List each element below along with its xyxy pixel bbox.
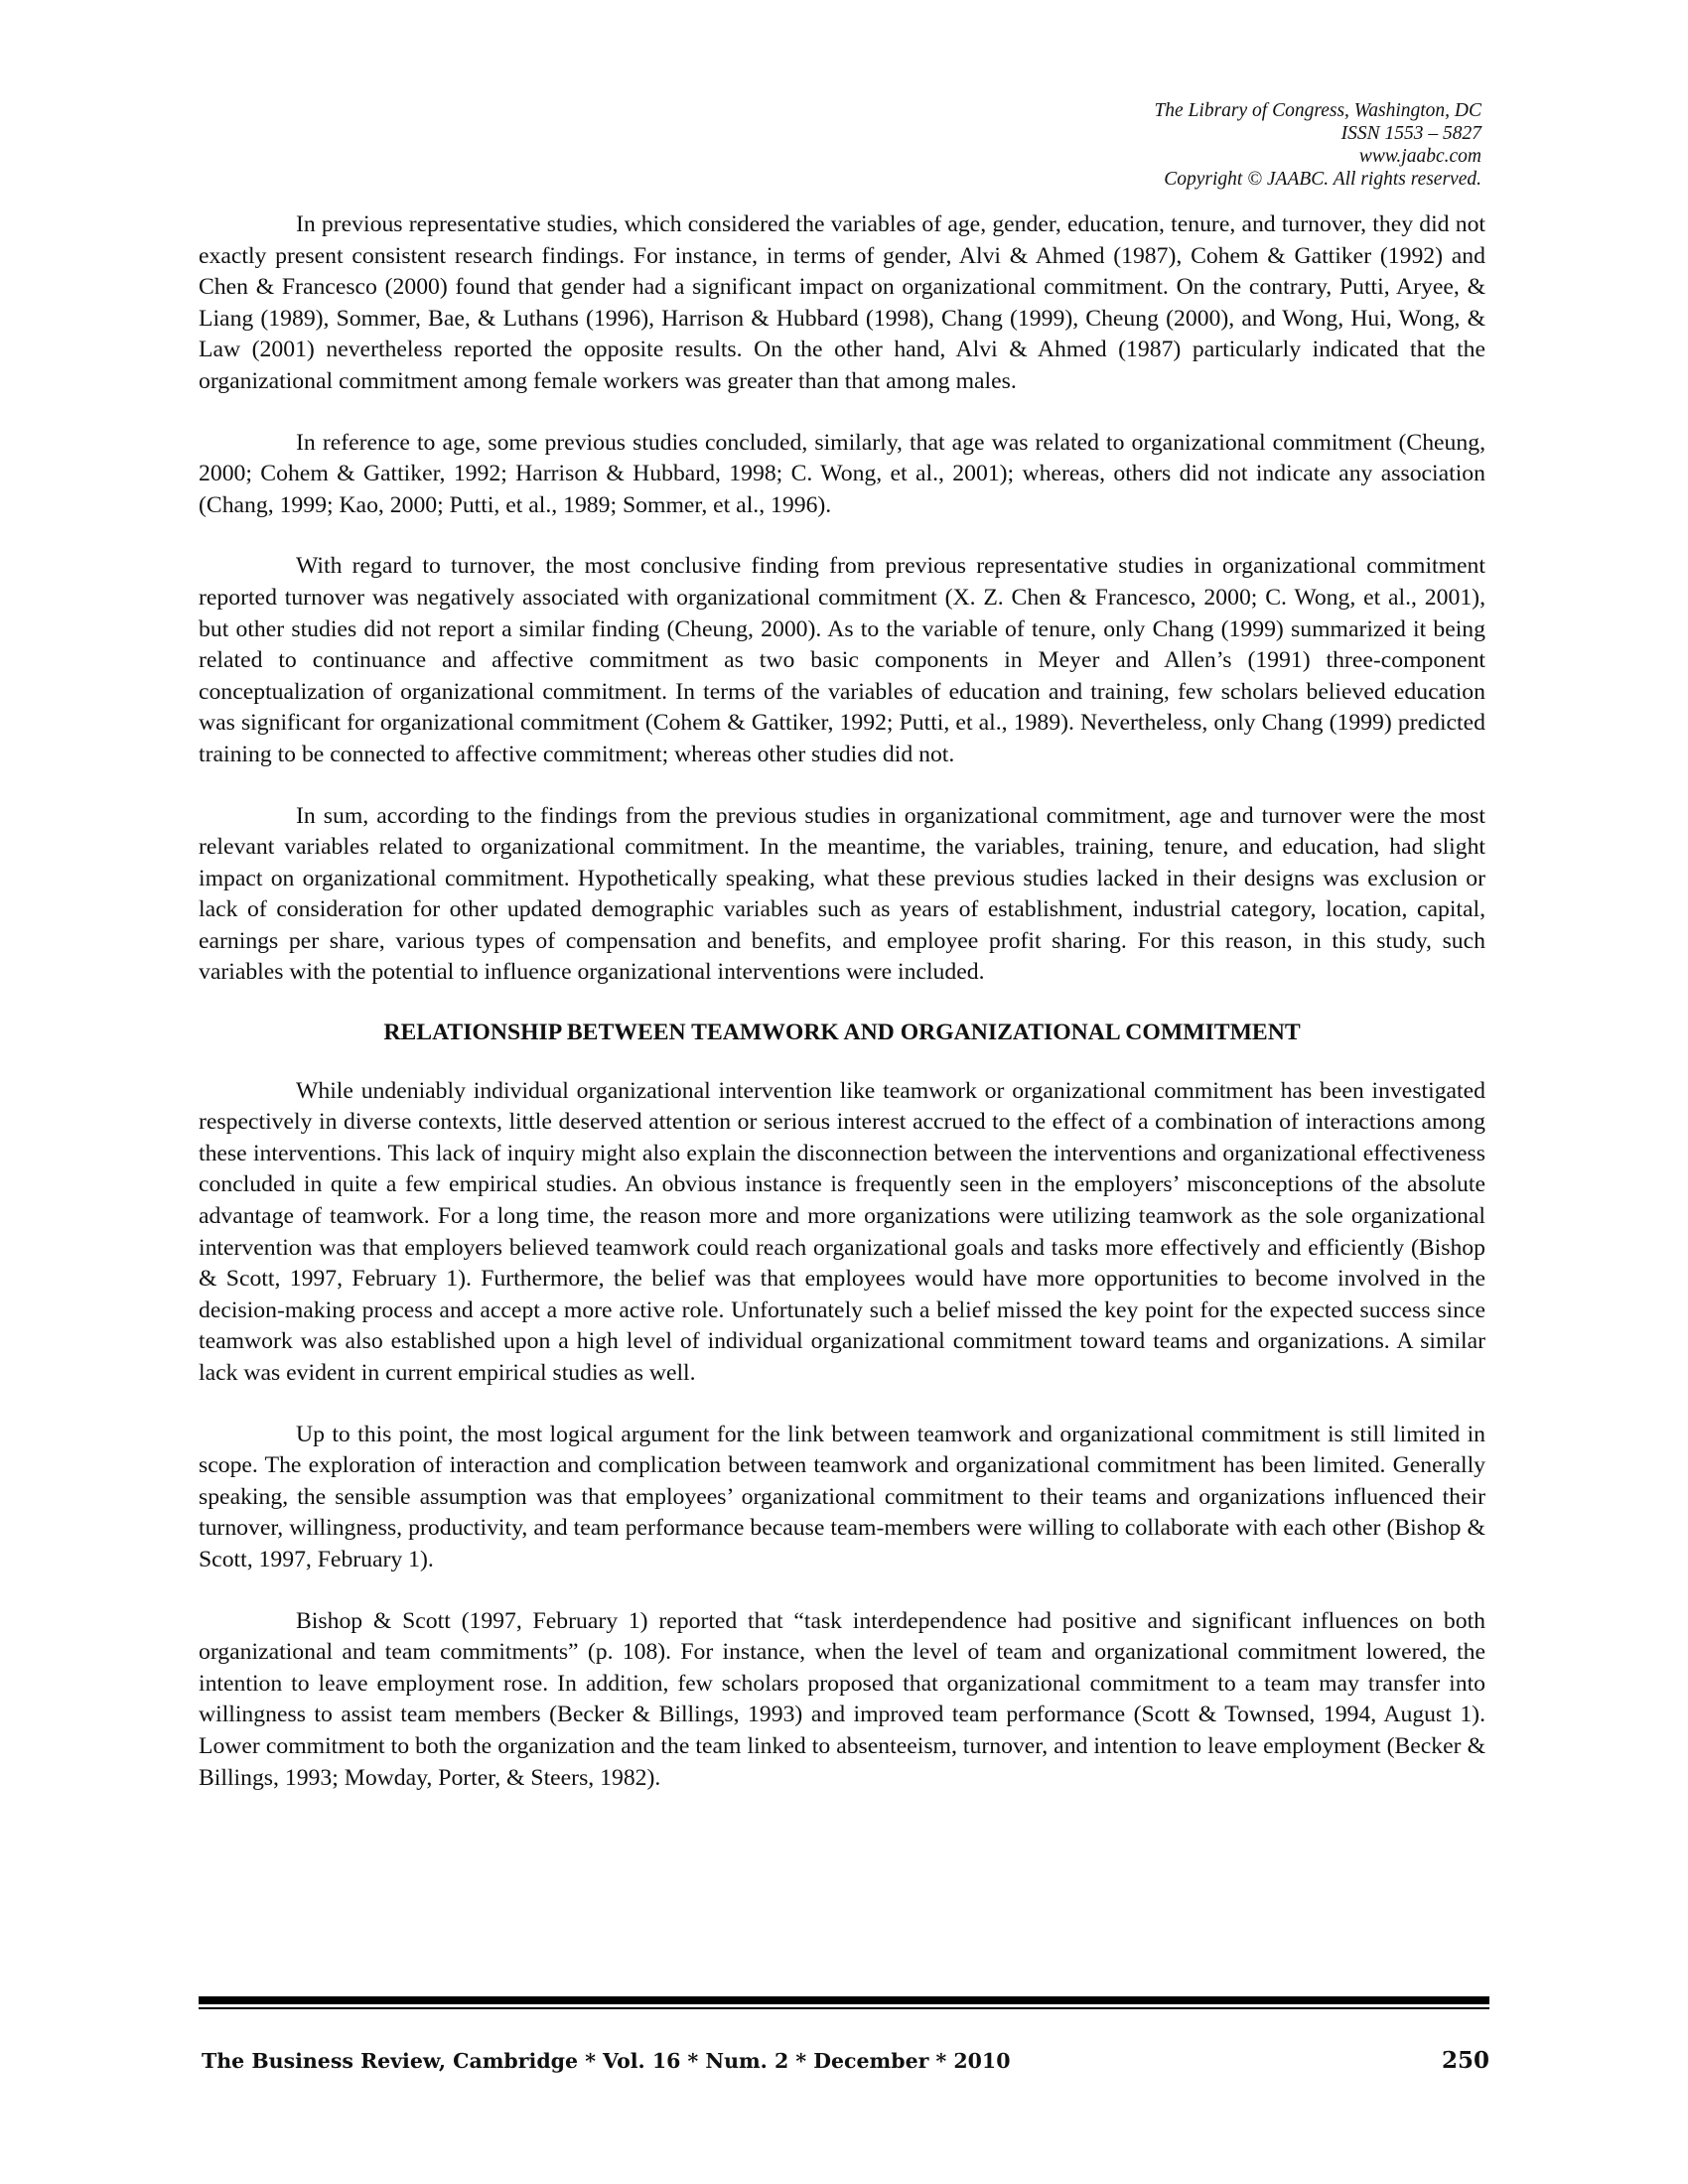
- paragraph-summary: In sum, according to the findings from the previous studies in organizational commitment, age and turnover were the most relevant variables related to organizational commitment. In the meantime, the variables, training, tenure, and education, had slight impact on organizational commitment. Hypothetically speaking, what these previous studies lacked in their designs was exclusion or lack of consideration for other updated demographic variables such as years of establishment, industrial category, location, capital, earnings per share, various types of compensation and benefits, and employee profit sharing. For this reason, in this study, such variables with the potential to influence organizational interventions were included.: [199, 802, 1485, 986]
- article-body: [199, 209, 1485, 1794]
- footer-rule-thin: [199, 2007, 1489, 2009]
- header-line-copyright: Copyright © JAABC. All rights reserved.: [1164, 169, 1481, 190]
- paragraph-turnover-tenure: With regard to turnover, the most conclusive finding from previous representative studies in organizational commitment reported turnover was negatively associated with organizational commitment (X. Z. Chen & Francesco, 2000; C. Wong, et al., 2001), but other studies did not report a similar finding (Cheung, 2000). As to the variable of tenure, only Chang (1999) summarized it being related to continuance and affective commitment as two basic components in Meyer and Allen’s (1991) three-component conceptualization of organizational commitment. In terms of the variables of education and training, few scholars believed education was significant for organizational commitment (Cohem & Gattiker, 1992; Putti, et al., 1989). Nevertheless, only Chang (1999) predicted training to be connected to affective commitment; whereas other studies did not.: [199, 553, 1485, 767]
- paragraph-bishop-scott: Bishop & Scott (1997, February 1) reported that “task interdependence had positive and significant influences on both organizational and team commitments” (p. 108). For instance, when the level of team and organizational commitment lowered, the intention to leave employment rose. In addition, few scholars proposed that organizational commitment to a team may transfer into willingness to assist team members (Becker & Billings, 1993) and improved team performance (Scott & Townsed, 1994, August 1). Lower commitment to both the organization and the team linked to absenteeism, turnover, and intention to leave employment (Becker & Billings, 1993; Mowday, Porter, & Steers, 1982).: [199, 1607, 1485, 1791]
- paragraph-teamwork-intervention: While undeniably individual organizational intervention like teamwork or organizational commitment has been investigated respectively in diverse contexts, little deserved attention or serious interest accrued to the effect of a combination of interactions among these interventions. This lack of inquiry might also explain the disconnection between the interventions and organizational effectiveness concluded in quite a few empirical studies. An obvious instance is frequently seen in the employers’ misconceptions of the absolute advantage of teamwork. For a long time, the reason more and more organizations were utilizing teamwork as the sole organizational intervention was that employers believed teamwork could reach organizational goals and tasks more effectively and efficiently (Bishop & Scott, 1997, February 1). Furthermore, the belief was that employees would have more opportunities to become involved in the decision-making process and accept a more active role. Unfortunately such a belief missed the key point for the expected success since teamwork was also established upon a high level of individual organizational commitment toward teams and organizations. A similar lack was evident in current empirical studies as well.: [199, 1077, 1485, 1386]
- footer-journal-citation: The Business Review, Cambridge * Vol. 16 * Num. 2 * December * 2010: [202, 2049, 1011, 2073]
- paragraph-logical-argument: Up to this point, the most logical argument for the link between teamwork and organizational commitment is still limited in scope. The exploration of interaction and complication between teamwork and organizational commitment has been limited. Generally speaking, the sensible assumption was that employees’ organizational commitment to their teams and organizations influenced their turnover, willingness, productivity, and team performance because team-members were willing to collaborate with each other (Bishop & Scott, 1997, February 1).: [199, 1421, 1485, 1572]
- header-line-website: www.jaabc.com: [1358, 146, 1481, 167]
- header-line-library: The Library of Congress, Washington, DC: [1154, 100, 1481, 121]
- paragraph-age: In reference to age, some previous studies concluded, similarly, that age was related to organizational commitment (Cheung, 2000; Cohem & Gattiker, 1992; Harrison & Hubbard, 1998; C. Wong, et al., 2001); whereas, others did not indicate any association (Chang, 1999; Kao, 2000; Putti, et al., 1989; Sommer, et al., 1996).: [199, 429, 1485, 518]
- footer-rule-thick: [199, 1996, 1489, 2004]
- journal-header: [786, 99, 1481, 191]
- header-line-issn: ISSN 1553 – 5827: [1340, 123, 1481, 144]
- page-number: 250: [1441, 2047, 1489, 2074]
- paragraph-gender-findings: In previous representative studies, which considered the variables of age, gender, education, tenure, and turnover, they did not exactly present consistent research findings. For instance, in terms of gender, Alvi & Ahmed (1987), Cohem & Gattiker (1992) and Chen & Francesco (2000) found that gender had a significant impact on organizational commitment. On the contrary, Putti, Aryee, & Liang (1989), Sommer, Bae, & Luthans (1996), Harrison & Hubbard (1998), Chang (1999), Cheung (2000), and Wong, Hui, Wong, & Law (2001) nevertheless reported the opposite results. On the other hand, Alvi & Ahmed (1987) particularly indicated that the organizational commitment among female workers was greater than that among males.: [199, 211, 1485, 394]
- section-heading: RELATIONSHIP BETWEEN TEAMWORK AND ORGANIZATIONAL COMMITMENT: [383, 1020, 1301, 1046]
